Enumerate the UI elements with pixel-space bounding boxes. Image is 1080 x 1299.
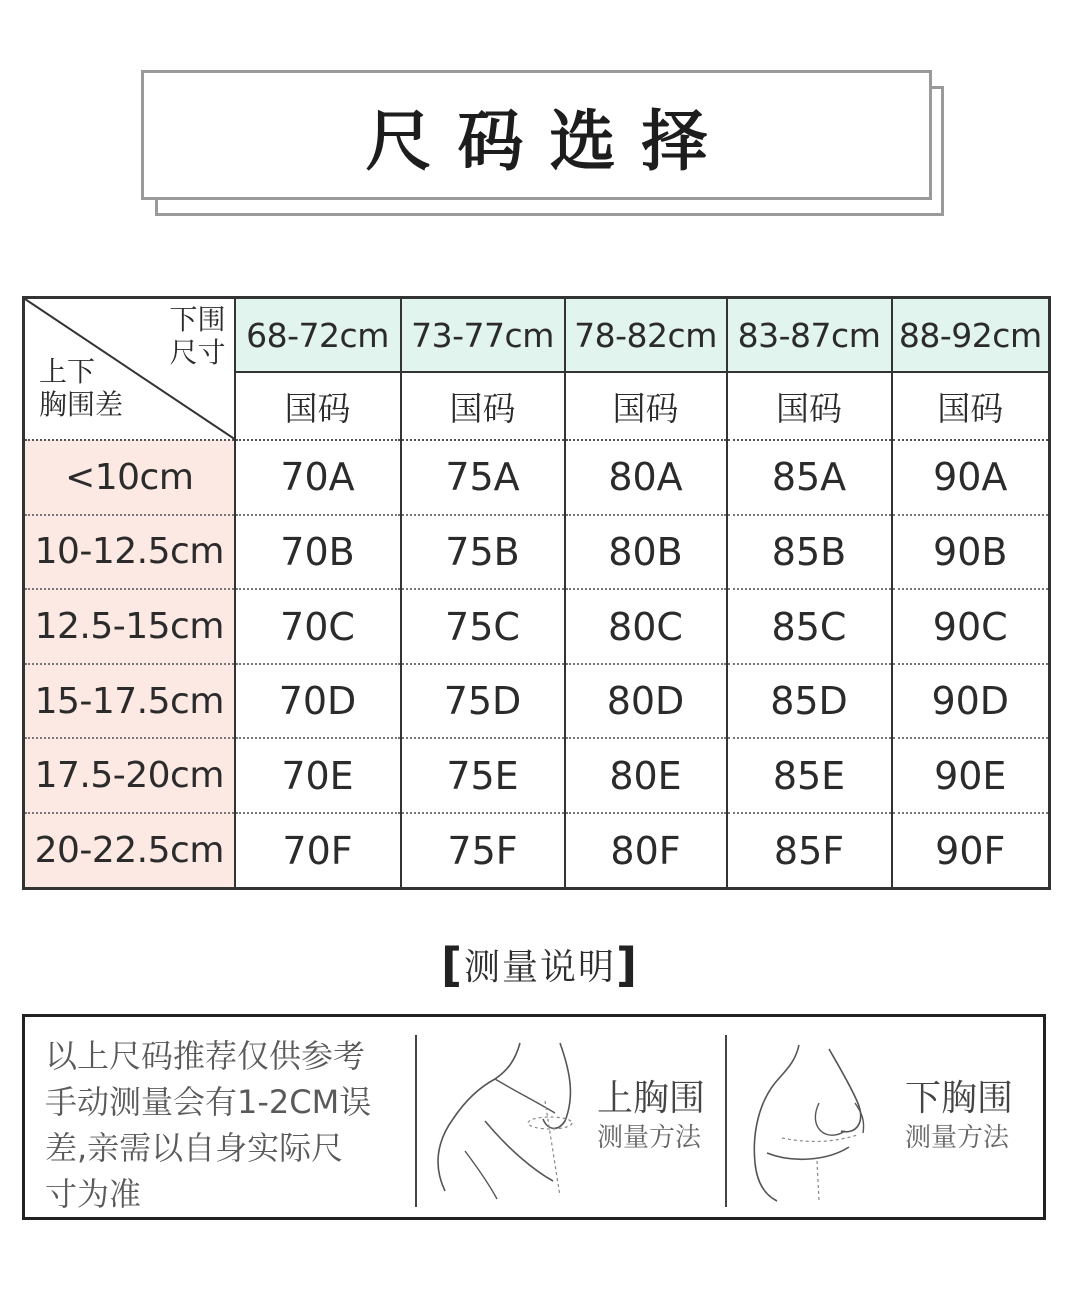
size-cell: 75B xyxy=(401,515,565,590)
corner-top-line2: 尺寸 xyxy=(169,336,226,369)
size-cell: 75C xyxy=(401,589,565,664)
band-header-row xyxy=(24,298,1050,373)
lower-bust-title: 下胸围 xyxy=(905,1078,1014,1119)
standard-label-cell: 国码 xyxy=(892,372,1050,440)
size-cell: 75A xyxy=(401,440,565,515)
corner-bottom-line1: 上下 xyxy=(39,355,96,388)
bust-diff-cell: 17.5-20cm xyxy=(24,738,235,813)
size-cell: 80F xyxy=(565,813,727,888)
size-cell: 80A xyxy=(565,440,727,515)
upper-bust-label xyxy=(597,1077,705,1155)
size-cell: 70A xyxy=(235,440,401,515)
corner-bottom-line2: 胸围差 xyxy=(39,388,124,421)
table-row xyxy=(24,589,1050,664)
measurement-title-text: 测量说明 xyxy=(463,947,616,988)
measurement-section-title xyxy=(0,938,1080,992)
note-line: 手动测量会有1-2CM误 xyxy=(45,1083,372,1121)
bust-diff-cell: <10cm xyxy=(24,440,235,515)
standard-label-cell: 国码 xyxy=(235,372,401,440)
measurement-note xyxy=(45,1033,405,1217)
standard-label-cell: 国码 xyxy=(565,372,727,440)
bust-diff-cell: 12.5-15cm xyxy=(24,589,235,664)
note-line: 以上尺码推荐仅供参考 xyxy=(45,1037,366,1075)
lower-bust-measure-icon xyxy=(737,1043,907,1203)
standard-label-cell: 国码 xyxy=(401,372,565,440)
table-row xyxy=(24,664,1050,739)
note-line: 差,亲需以自身实际尺 xyxy=(45,1129,344,1167)
divider xyxy=(415,1035,417,1207)
size-cell: 75E xyxy=(401,738,565,813)
size-cell: 85B xyxy=(727,515,892,590)
size-cell: 90D xyxy=(892,664,1050,739)
close-bracket: ] xyxy=(616,938,640,992)
size-cell: 70B xyxy=(235,515,401,590)
size-cell: 85C xyxy=(727,589,892,664)
open-bracket: [ xyxy=(440,938,464,992)
note-line: 寸为准 xyxy=(45,1175,142,1213)
size-cell: 90A xyxy=(892,440,1050,515)
size-cell: 90E xyxy=(892,738,1050,813)
size-cell: 80C xyxy=(565,589,727,664)
upper-bust-subtitle: 测量方法 xyxy=(597,1123,702,1153)
size-cell: 85A xyxy=(727,440,892,515)
size-cell: 80D xyxy=(565,664,727,739)
size-cell: 80E xyxy=(565,738,727,813)
band-header-cell: 78-82cm xyxy=(565,298,727,373)
band-header-cell: 83-87cm xyxy=(727,298,892,373)
table-row xyxy=(24,813,1050,888)
title-frame xyxy=(141,70,932,200)
size-cell: 85E xyxy=(727,738,892,813)
size-cell: 80B xyxy=(565,515,727,590)
upper-bust-measure-icon xyxy=(425,1041,595,1201)
size-cell: 90B xyxy=(892,515,1050,590)
standard-label-cell: 国码 xyxy=(727,372,892,440)
size-cell: 70D xyxy=(235,664,401,739)
size-cell: 70E xyxy=(235,738,401,813)
bust-diff-cell: 20-22.5cm xyxy=(24,813,235,888)
corner-header-cell xyxy=(24,298,235,441)
lower-bust-label xyxy=(905,1077,1013,1155)
lower-bust-subtitle: 测量方法 xyxy=(905,1123,1010,1153)
corner-top-line1: 下围 xyxy=(169,303,226,336)
band-header-cell: 73-77cm xyxy=(401,298,565,373)
bust-diff-cell: 15-17.5cm xyxy=(24,664,235,739)
band-header-cell: 88-92cm xyxy=(892,298,1050,373)
bust-diff-cell: 10-12.5cm xyxy=(24,515,235,590)
table-row xyxy=(24,515,1050,590)
band-header-cell: 68-72cm xyxy=(235,298,401,373)
divider xyxy=(725,1035,727,1207)
table-row xyxy=(24,738,1050,813)
band-size-axis-label xyxy=(169,303,225,369)
size-chart-table xyxy=(22,296,1051,890)
size-cell: 85D xyxy=(727,664,892,739)
table-row xyxy=(24,440,1050,515)
page-title: 尺码选择 xyxy=(365,102,734,180)
size-cell: 75D xyxy=(401,664,565,739)
upper-bust-title: 上胸围 xyxy=(597,1078,706,1119)
size-cell: 90F xyxy=(892,813,1050,888)
bust-diff-axis-label xyxy=(39,355,123,421)
size-cell: 70F xyxy=(235,813,401,888)
size-cell: 70C xyxy=(235,589,401,664)
size-cell: 75F xyxy=(401,813,565,888)
size-cell: 85F xyxy=(727,813,892,888)
measurement-box xyxy=(22,1014,1046,1220)
size-cell: 90C xyxy=(892,589,1050,664)
